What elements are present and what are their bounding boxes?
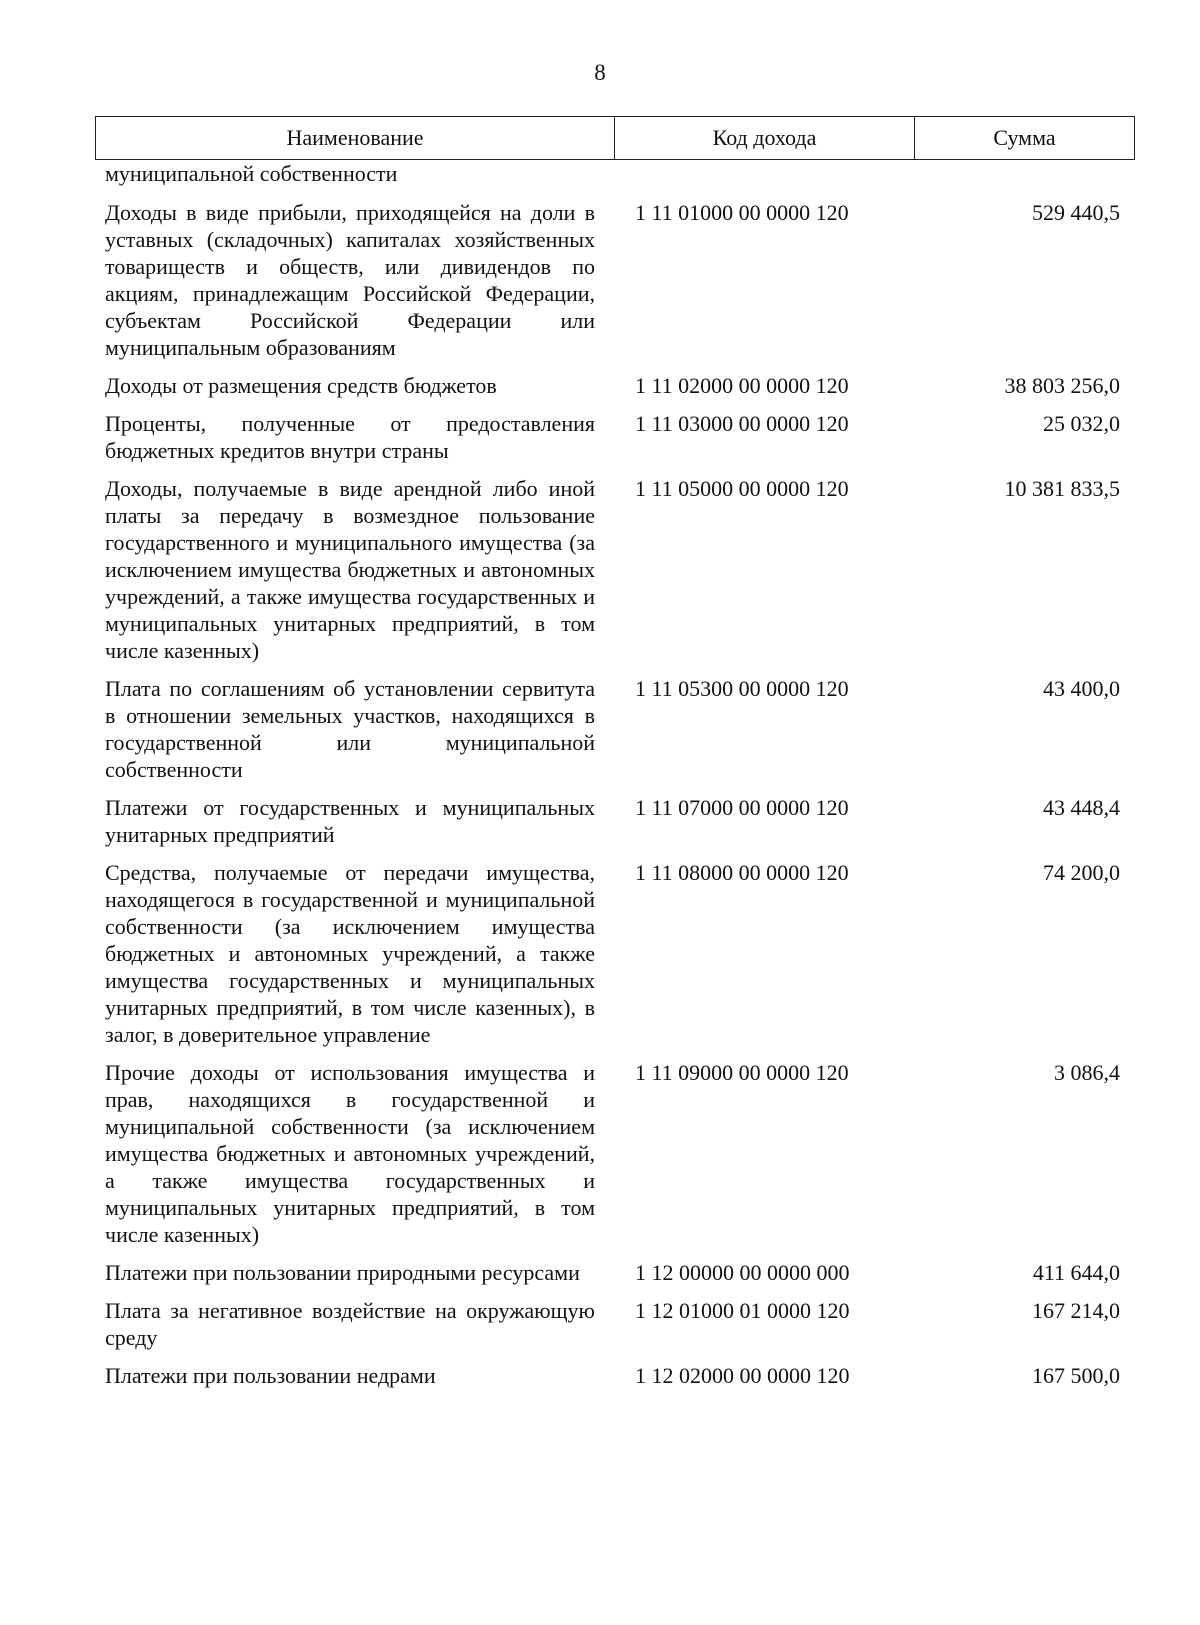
row-sum: 74 200,0: [1043, 860, 1120, 885]
continuation-text: муниципальной собственности: [105, 161, 398, 186]
row-sum: 167 214,0: [1032, 1298, 1120, 1323]
row-code: 1 11 09000 00 0000 120: [635, 1060, 849, 1085]
table-row: [95, 1297, 1135, 1351]
row-name: Доходы, получаемые в виде арендной либо иной платы за передачу в возмездное пользование государственного и муниципального имущества (за исключением имущества бюджетных и автономных учреждений, а также имущества государственных и муниципальных унитарных предприятий, в том числе казенных): [105, 476, 595, 663]
row-code: 1 11 02000 00 0000 120: [635, 373, 849, 398]
row-sum: 43 400,0: [1043, 676, 1120, 701]
table-body: [95, 160, 1135, 1400]
table-header: [95, 116, 1135, 160]
row-name: Платежи при пользовании природными ресурсами: [105, 1260, 580, 1285]
row-name: Платежи при пользовании недрами: [105, 1363, 436, 1388]
table-row: [95, 1059, 1135, 1248]
row-sum: 25 032,0: [1043, 411, 1120, 436]
row-name: Плата по соглашениям об установлении сервитута в отношении земельных участков, находящихся в государственной или муниципальной собственности: [105, 676, 595, 782]
row-sum: 10 381 833,5: [1004, 476, 1120, 501]
table-row: [95, 199, 1135, 361]
row-sum: 3 086,4: [1054, 1060, 1120, 1085]
row-code: 1 11 01000 00 0000 120: [635, 200, 849, 225]
row-name: Платежи от государственных и муниципальных унитарных предприятий: [105, 795, 595, 847]
row-code: 1 11 05000 00 0000 120: [635, 476, 849, 501]
row-code: 1 11 08000 00 0000 120: [635, 860, 849, 885]
row-code: 1 11 07000 00 0000 120: [635, 795, 849, 820]
row-code: 1 12 02000 00 0000 120: [635, 1363, 850, 1388]
row-name: Доходы от размещения средств бюджетов: [105, 373, 497, 398]
row-sum: 38 803 256,0: [1004, 373, 1120, 398]
table-row: [95, 1362, 1135, 1389]
row-code: 1 11 05300 00 0000 120: [635, 676, 849, 701]
table-row: [95, 475, 1135, 664]
row-sum: 167 500,0: [1032, 1363, 1120, 1388]
row-sum: 43 448,4: [1043, 795, 1120, 820]
table-row: [95, 410, 1135, 464]
row-name: Доходы в виде прибыли, приходящейся на доли в уставных (складочных) капиталах хозяйственных товариществ и обществ, или дивидендов по акциям, принадлежащим Российской Федерации, субъектам Российской Федерации или муниципальным образованиям: [105, 200, 595, 360]
table-row-continuation: [95, 160, 1135, 187]
row-name: Проценты, полученные от предоставления бюджетных кредитов внутри страны: [105, 411, 595, 463]
row-name: Плата за негативное воздействие на окружающую среду: [105, 1298, 595, 1350]
table-row: [95, 859, 1135, 1048]
row-sum: 529 440,5: [1032, 200, 1120, 225]
row-sum: 411 644,0: [1032, 1260, 1120, 1285]
table-row: [95, 794, 1135, 848]
row-code: 1 12 01000 01 0000 120: [635, 1298, 850, 1323]
page-number: 8: [594, 60, 606, 85]
row-name: Средства, получаемые от передачи имущества, находящегося в государственной и муниципальной собственности (за исключением имущества бюджетных и автономных учреждений, а также имущества государственных и муниципальных унитарных предприятий, в том числе казенных), в залог, в доверительное управление: [105, 860, 595, 1047]
header-sum: Сумма: [993, 125, 1056, 150]
table-row: [95, 1259, 1135, 1286]
row-code: 1 12 00000 00 0000 000: [635, 1260, 850, 1285]
row-code: 1 11 03000 00 0000 120: [635, 411, 849, 436]
table-row: [95, 372, 1135, 399]
table-row: [95, 675, 1135, 783]
row-name: Прочие доходы от использования имущества и прав, находящихся в государственной и муниципальной собственности (за исключением имущества бюджетных и автономных учреждений, а также имущества государственных и муниципальных унитарных предприятий, в том числе казенных): [105, 1060, 595, 1247]
header-name: Наименование: [96, 117, 615, 159]
header-code: Код дохода: [615, 117, 915, 159]
